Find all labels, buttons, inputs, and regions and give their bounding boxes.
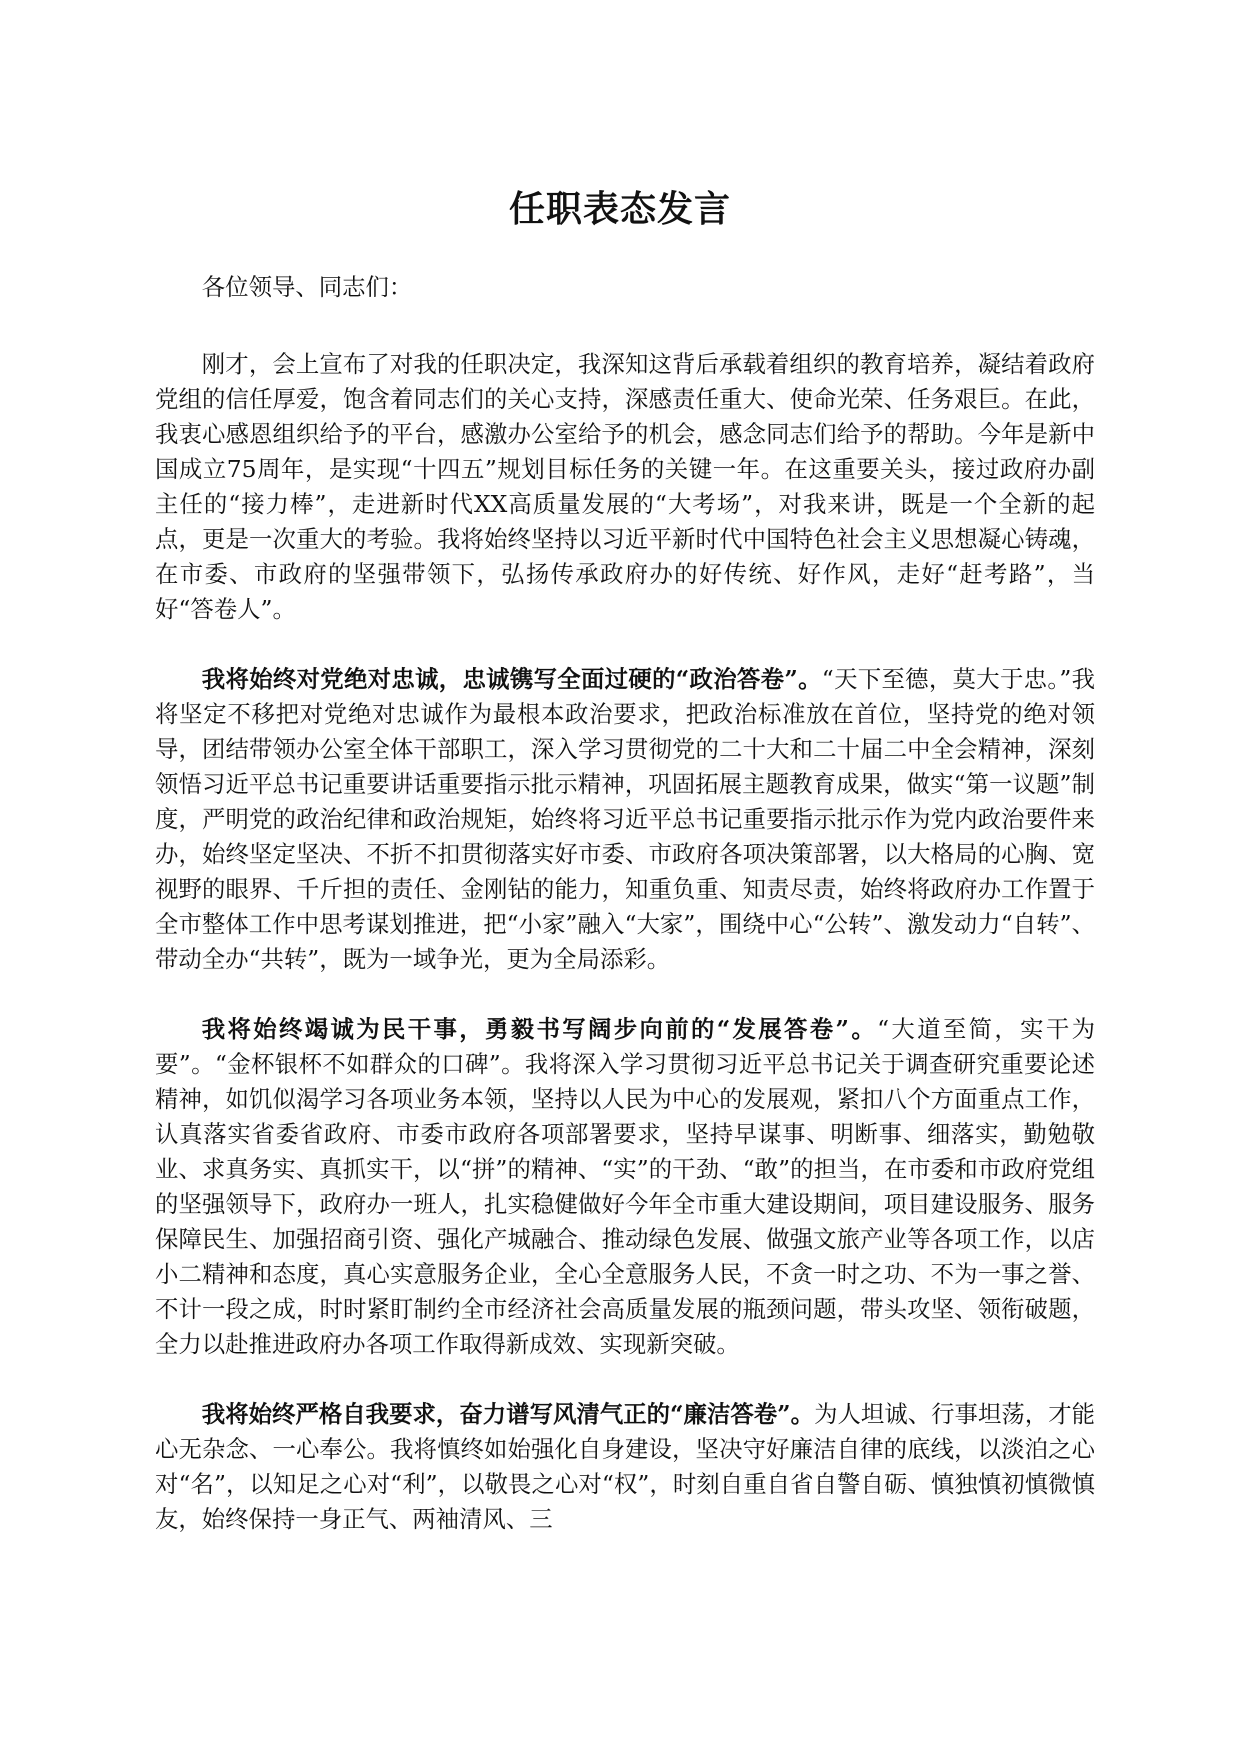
- paragraph-political: [155, 662, 1095, 977]
- paragraph-lead: 我将始终严格自我要求，奋力谱写风清气正的“廉洁答卷”。: [201, 1400, 815, 1428]
- paragraph-integrity: [155, 1397, 1095, 1537]
- greeting: 各位领导、同志们：: [201, 273, 413, 301]
- paragraph-lead: 我将始终竭诚为民干事，勇毅书写阔步向前的“发展答卷”。: [201, 1015, 878, 1043]
- paragraph-development: [155, 1012, 1095, 1362]
- paragraph-intro: [155, 347, 1095, 627]
- document-body: [155, 270, 1095, 1572]
- paragraph-text: “天下至德，莫大于忠。”我将坚定不移把对党绝对忠诚作为最根本政治要求，把政治标准放在首位，坚持党的绝对领导，团结带领办公室全体干部职工，深入学习贯彻党的二十大和二十届二中全会精神，深刻领悟习近平总书记重要讲话重要指示批示精神，巩固拓展主题教育成果，做实“第一议题”制度，严明党的政治纪律和政治规矩，始终将习近平总书记重要指示批示作为党内政治要件来办，始终坚定坚决、不折不扣贯彻落实好市委、市政府各项决策部署，以大格局的心胸、宽视野的眼界、千斤担的责任、金刚钻的能力，知重负重、知责尽责，始终将政府办工作置于全市整体工作中思考谋划推进，把“小家”融入“大家”，围绕中心“公转”、激发动力“自转”、带动全办“共转”，既为一域争光，更为全局添彩。: [155, 665, 1096, 973]
- paragraph-text: 为人坦诚、行事坦荡，才能心无杂念、一心奉公。我将慎终如始强化自身建设，坚决守好廉洁自律的底线，以淡泊之心对“名”，以知足之心对“利”，以敬畏之心对“权”，时刻自重自省自警自砺、慎独慎初慎微慎友，始终保持一身正气、两袖清风、三: [155, 1400, 1096, 1533]
- document-title: 任职表态发言: [508, 189, 731, 230]
- paragraph-text: “大道至简，实干为要”。“金杯银杯不如群众的口碑”。我将深入学习贯彻习近平总书记关于调查研究重要论述精神，如饥似渴学习各项业务本领，坚持以人民为中心的发展观，紧扣八个方面重点工作，认真落实省委省政府、市委市政府各项部署要求，坚持早谋事、明断事、细落实，勤勉敬业、求真务实、真抓实干，以“拼”的精神、“实”的干劲、“敢”的担当，在市委和市政府党组的坚强领导下，政府办一班人，扎实稳健做好今年全市重大建设期间，项目建设服务、服务保障民生、加强招商引资、强化产城融合、推动绿色发展、做强文旅产业等各项工作，以店小二精神和态度，真心实意服务企业，全心全意服务人民，不贪一时之功、不为一事之誉、不计一段之成，时时紧盯制约全市经济社会高质量发展的瓶颈问题，带头攻坚、领衔破题，全力以赴推进政府办各项工作取得新成效、实现新突破。: [155, 1015, 1096, 1358]
- paragraph-lead: 我将始终对党绝对忠诚，忠诚镌写全面过硬的“政治答卷”。: [201, 665, 822, 693]
- paragraph-text: 刚才，会上宣布了对我的任职决定，我深知这背后承载着组织的教育培养，凝结着政府党组的信任厚爱，饱含着同志们的关心支持，深感责任重大、使命光荣、任务艰巨。在此，我衷心感恩组织给予的平台，感激办公室给予的机会，感念同志们给予的帮助。今年是新中国成立75周年，是实现“十四五”规划目标任务的关键一年。在这重要关头，接过政府办副主任的“接力棒”，走进新时代XX高质量发展的“大考场”，对我来讲，既是一个全新的起点，更是一次重大的考验。我将始终坚持以习近平新时代中国特色社会主义思想凝心铸魂，在市委、市政府的坚强带领下，弘扬传承政府办的好传统、好作风，走好“赶考路”，当好“答卷人”。: [155, 350, 1095, 623]
